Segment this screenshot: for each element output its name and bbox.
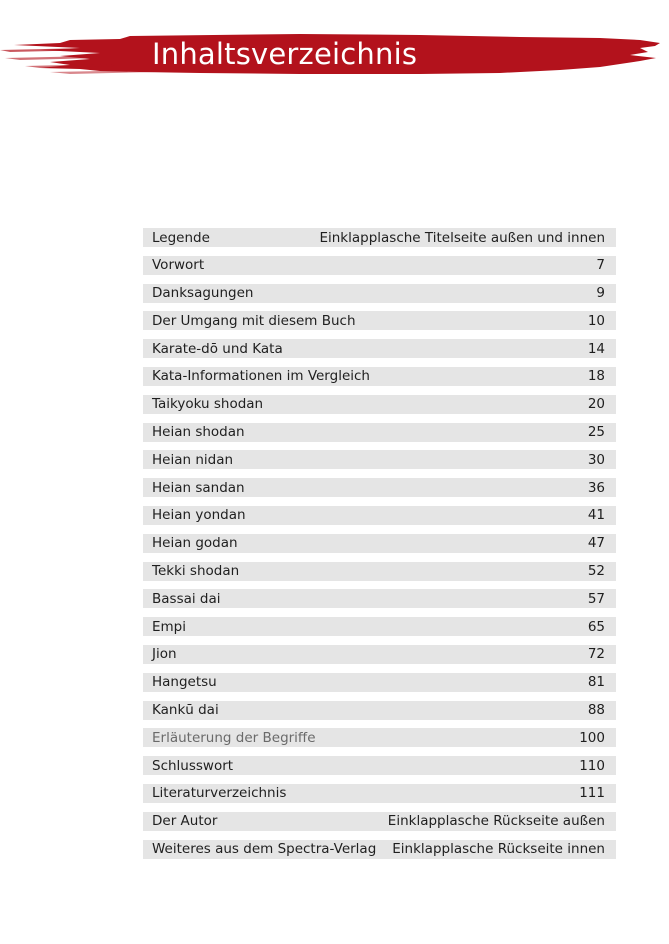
toc-row (143, 228, 616, 247)
toc-entry-page: 65 (587, 618, 605, 635)
toc-entry-page: 72 (587, 646, 605, 663)
toc-entry-title: Heian godan (152, 535, 238, 552)
toc-entry-page: 20 (587, 396, 605, 413)
toc-entry-page: 111 (579, 785, 605, 802)
toc-entry-title: Heian nidan (152, 451, 234, 468)
toc-entry-page: 52 (587, 563, 605, 580)
toc-entry-title: Literaturverzeichnis (152, 785, 287, 802)
toc-entry-page: 41 (587, 507, 605, 524)
toc-row (143, 756, 616, 775)
toc-entry-title: Heian shodan (152, 424, 245, 441)
toc-entry-page: 57 (587, 590, 605, 607)
toc-entry-page: Einklapplasche Titelseite außen und innen (319, 229, 605, 246)
toc-row (143, 728, 616, 747)
toc-entry-title: Jion (152, 646, 177, 663)
toc-entry-title: Schlusswort (152, 757, 234, 774)
toc-entry-title: Taikyoku shodan (152, 396, 264, 413)
toc-entry-page: 81 (587, 674, 605, 691)
toc-entry-title: Empi (152, 618, 187, 635)
title-banner (0, 28, 669, 88)
toc-entry-page: 47 (587, 535, 605, 552)
toc-entry-page: 10 (587, 312, 605, 329)
toc-entry-title: Karate-dō und Kata (152, 340, 283, 357)
toc-entry-title: Danksagungen (152, 285, 254, 302)
toc-entry-page: Einklapplasche Rückseite außen (387, 813, 605, 830)
toc-entry-page: 110 (579, 757, 605, 774)
toc-row (143, 617, 616, 636)
toc-entry-page: Einklapplasche Rückseite innen (392, 841, 605, 858)
toc-row (143, 450, 616, 469)
toc-row (143, 367, 616, 386)
toc-entry-title: Bassai dai (152, 590, 221, 607)
toc-row (143, 673, 616, 692)
toc-entry-page: 100 (579, 729, 605, 746)
toc-entry-title: Der Umgang mit diesem Buch (152, 312, 356, 329)
toc-row (143, 645, 616, 664)
toc-entry-title: Heian yondan (152, 507, 246, 524)
toc-entry-title: Vorwort (152, 257, 205, 274)
table-of-contents (143, 228, 616, 867)
toc-row (143, 339, 616, 358)
toc-row (143, 256, 616, 275)
toc-entry-title: Tekki shodan (152, 563, 240, 580)
toc-entry-page: 36 (587, 479, 605, 496)
toc-entry-page: 30 (587, 451, 605, 468)
toc-row (143, 701, 616, 720)
toc-row (143, 395, 616, 414)
toc-row (143, 423, 616, 442)
toc-entry-title: Weiteres aus dem Spectra-Verlag (152, 841, 377, 858)
toc-entry-page: 18 (587, 368, 605, 385)
toc-entry-title: Der Autor (152, 813, 218, 830)
toc-entry-page: 7 (596, 257, 605, 274)
toc-entry-page: 88 (587, 702, 605, 719)
toc-entry-title: Kata-Informationen im Vergleich (152, 368, 370, 385)
toc-row (143, 478, 616, 497)
toc-entry-page: 14 (587, 340, 605, 357)
toc-row (143, 840, 616, 859)
toc-entry-title: Legende (152, 229, 210, 246)
toc-row (143, 589, 616, 608)
toc-row (143, 311, 616, 330)
toc-entry-page: 9 (596, 285, 605, 302)
toc-row (143, 534, 616, 553)
toc-row (143, 284, 616, 303)
toc-entry-title: Kankū dai (152, 702, 219, 719)
toc-entry-title: Heian sandan (152, 479, 245, 496)
page-title: Inhaltsverzeichnis (152, 37, 418, 71)
toc-entry-title: Hangetsu (152, 674, 217, 691)
toc-row (143, 562, 616, 581)
toc-row (143, 784, 616, 803)
toc-entry-page: 25 (587, 424, 605, 441)
toc-row (143, 812, 616, 831)
toc-row (143, 506, 616, 525)
toc-entry-title: Erläuterung der Begriffe (152, 729, 316, 746)
